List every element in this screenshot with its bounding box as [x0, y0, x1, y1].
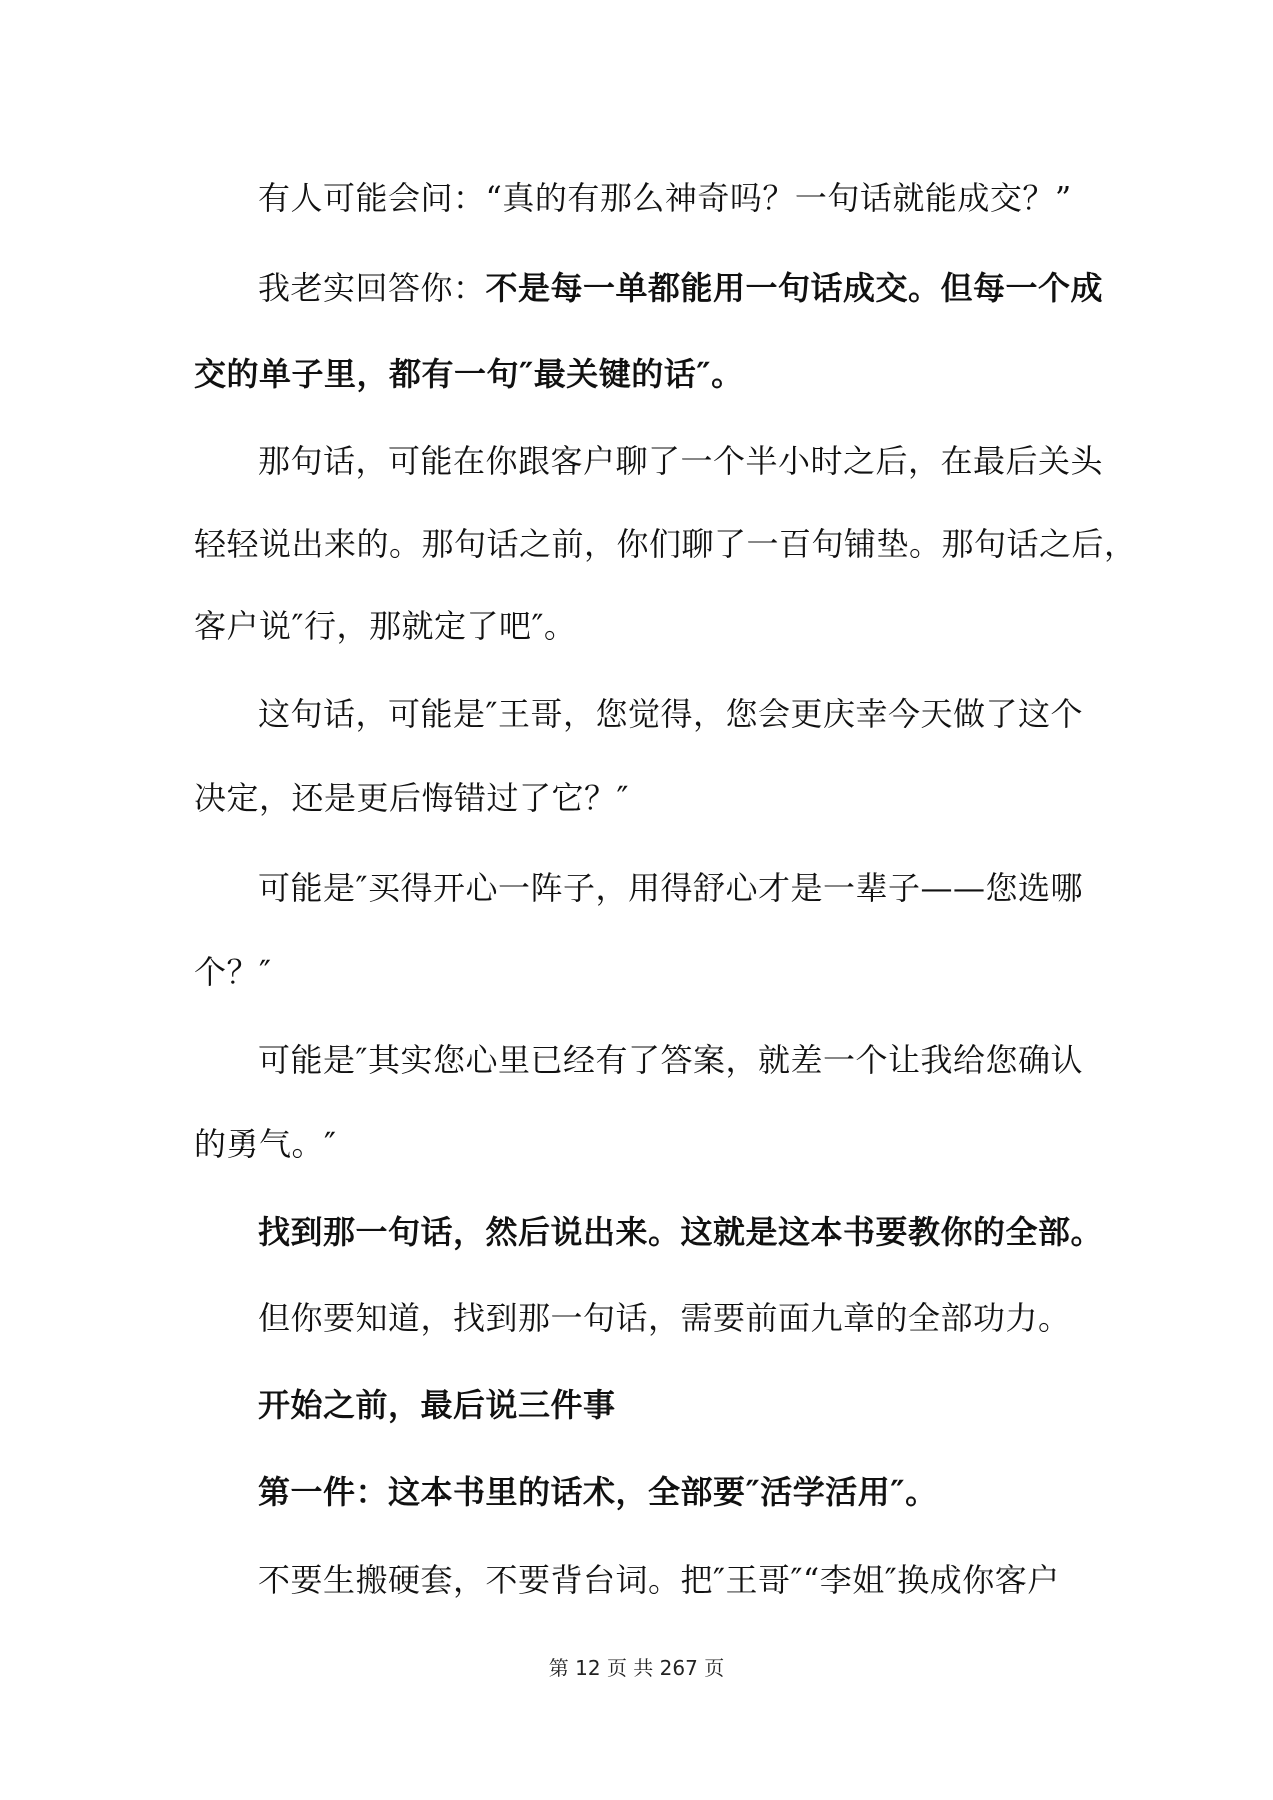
- page-number-footer: 第 12 页 共 267 页: [548, 1656, 725, 1680]
- paragraph-line: 这句话，可能是″王哥，您觉得，您会更庆幸今天做了这个: [258, 695, 1083, 733]
- paragraph-line: 有人可能会问：“真的有那么神奇吗？一句话就能成交？”: [258, 179, 1072, 217]
- section-heading: 开始之前，最后说三件事: [258, 1386, 616, 1424]
- emphasis-line: 交的单子里，都有一句″最关键的话″。: [194, 355, 744, 393]
- emphasis-line: 找到那一句话，然后说出来。这就是这本书要教你的全部。: [258, 1213, 1104, 1251]
- paragraph-line: [258, 268, 1104, 308]
- paragraph-line: 决定，还是更后悔错过了它？″: [194, 779, 629, 817]
- paragraph-line: 个？″: [194, 953, 272, 991]
- paragraph-line: 可能是″其实您心里已经有了答案，就差一个让我给您确认: [258, 1041, 1083, 1079]
- paragraph-line: 不要生搬硬套，不要背台词。把″王哥″“李姐″换成你客户: [258, 1561, 1060, 1599]
- section-heading: 第一件：这本书里的话术，全部要″活学活用″。: [258, 1473, 938, 1511]
- paragraph-line: 客户说″行，那就定了吧″。: [194, 607, 577, 645]
- paragraph-line: 轻轻说出来的。那句话之前，你们聊了一百句铺垫。那句话之后，: [194, 525, 1137, 563]
- paragraph-text: 我老实回答你：: [258, 269, 486, 307]
- paragraph-line: 但你要知道，找到那一句话，需要前面九章的全部功力。: [258, 1299, 1071, 1337]
- paragraph-line: 的勇气。″: [194, 1125, 337, 1163]
- emphasis-text: 不是每一单都能用一句话成交。但每一个成: [485, 269, 1104, 307]
- paragraph-line: 那句话，可能在你跟客户聊了一个半小时之后，在最后关头: [258, 442, 1104, 480]
- paragraph-line: 可能是″买得开心一阵子，用得舒心才是一辈子——您选哪: [258, 869, 1083, 907]
